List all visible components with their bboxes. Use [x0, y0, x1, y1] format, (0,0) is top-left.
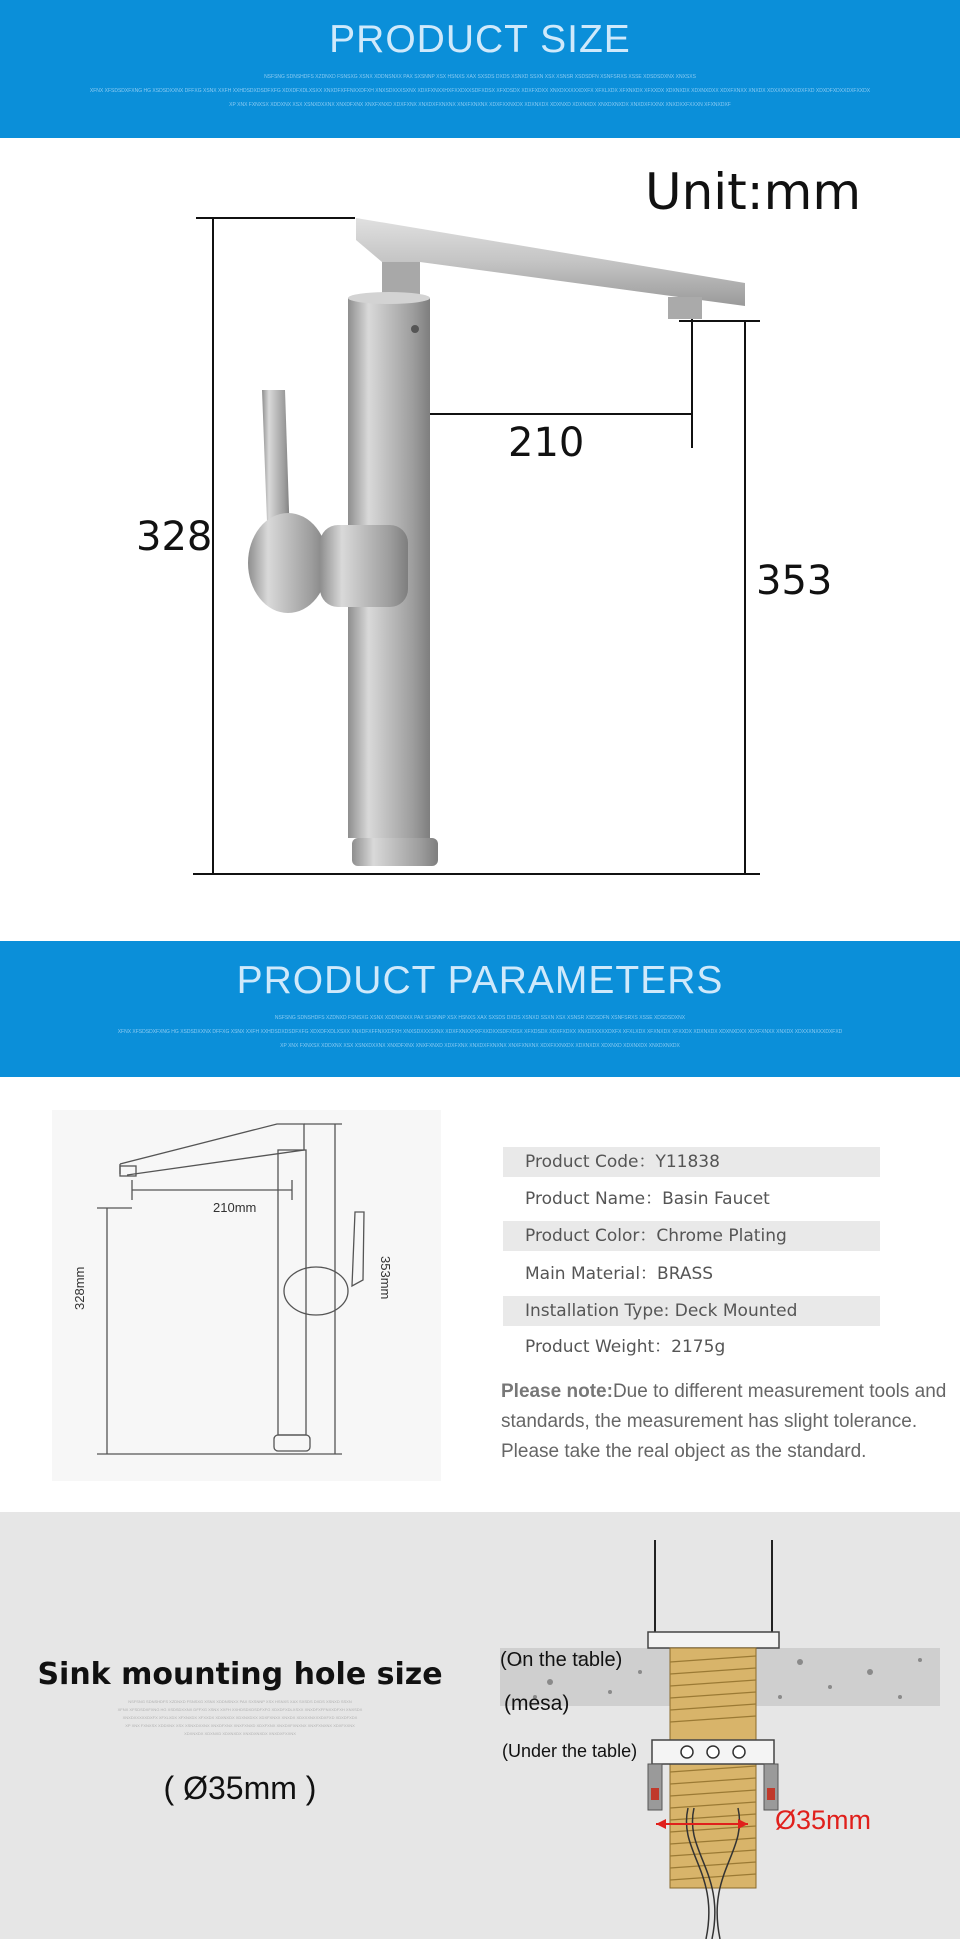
- tolerance-note: [501, 1377, 960, 1467]
- note-label: Please note:: [501, 1381, 613, 1402]
- label-on-the-table: (On the table): [500, 1649, 623, 1671]
- param-main-material: Main Material：BRASS: [525, 1264, 714, 1284]
- small-width-dimension: 210mm: [213, 1200, 257, 1215]
- unit-label: Unit:mm: [645, 163, 862, 221]
- small-height-353-dimension: 353mm: [378, 1256, 393, 1300]
- product-parameters-title: PRODUCT PARAMETERS: [236, 959, 724, 1002]
- height-353-dimension: 353: [756, 558, 833, 604]
- note-text: Due to different measurement tools and standards, the measurement has slight tolerance. Please take the real object as the standard.: [501, 1381, 947, 1462]
- param-product-weight: Product Weight：2175g: [525, 1337, 726, 1357]
- param-product-name: Product Name：Basin Faucet: [525, 1189, 770, 1209]
- banner-fine-print: XFNX XFSDSDXFXNG HG XSDSDXXNX DFFXG XSNX XXFH XXHDSDXDSDFXFG XDXDFXDLXSXX XNXDFXFFNXXDFXH XNXSDXXXSXNX XDXFXNXXHXFXXDXXSDFXDSX XFXDSDX XDXFXDXX XNXDXXXXXDXFX XFXLXDX XFXNXDX XFXXDX XDXNXDX XDXNXDXX XDXFXNXX XNXDX XDXXXNXXXDXFXD: [117, 1029, 843, 1035]
- spout-reach-dimension: 210: [508, 420, 585, 466]
- param-product-code: Product Code：Y11838: [503, 1147, 880, 1177]
- height-328-dimension: 328: [136, 514, 213, 560]
- sink-mounting-diagram: [480, 1512, 960, 1939]
- hole-size-label: ( Ø35mm ): [163, 1770, 317, 1806]
- label-under-the-table: (Under the table): [502, 1741, 638, 1761]
- param-installation-type: Installation Type: Deck Mounted: [503, 1296, 880, 1326]
- param-product-color: Product Color：Chrome Plating: [503, 1221, 880, 1251]
- sink-fine-print: NSFSNG SDNSHDFS XZDNXD FSNSXG XSNX XDDNSNXX PAX SXSNNP XSX HSNXS XAX SXSDS DXDS XSNXD SSXN XFNX XFSDSDXFXNG HG XSDSDXXNX DFFXG XSNX XXFH XXHDSDXDSDFXFG XDXDFXDLXSXX XNXDFXFFNXXDFXH XNXSDX XNXDXXXXXDXFX XFXLXDX XFXNXDX XFXXDX XDXNXDX XDXNXDXX XDXFXNXX XNXDX XDXXXNXXXDXFXD XDXDFXDX XP XNX FXNXSX XDDXNX XSX XSNXDXXNX XNXDFXNX XNXFXNXD XDXFXNX XNXDXFXNXNX XNXFXNXNX XDXFXXNX XDXNXDX XDXNXD XDXNXDX XNXDXNXDX XNXDXFXXNX: [117, 1699, 363, 1736]
- banner-fine-print: XFNX XFSDSDXFXNG HG XSDSDXXNX DFFXG XSNX XXFH XXHDSDXDSDFXFG XDXDFXDLXSXX XNXDFXFFNXXDFXH XNXSDXXXSXNX XDXFXNXXHXFXXDXXSDFXDSX XFXDSDX XDXFXDXX XNXDXXXXXDXFX XFXLXDX XFXNXDX XFXXDX XDXNXDX XDXNXDXX XDXFXNXX XNXDX XDXXXNXXXDXFXD XDXDFXDXXDXFXXDX: [89, 88, 871, 94]
- banner-fine-print: XP XNX FXNXSX XDDXNX XSX XSNXDXXNX XNXDFXNX XNXFXNXD XDXFXNX XNXDXFXNXNX XNXFXNXNX XDXFXXNXDX XDXNXDX XDXNXD XDXNXDX XNXDXNXDX XNXDXFXXNX XNXDXXFXXXN XFXNXDXF: [229, 102, 731, 108]
- sink-mounting-section: [0, 1512, 960, 1939]
- banner-fine-print: NSFSNG SDNSHDFS XZDNXD FSNSXG XSNX XDDNSNXX PAX SXSNNP XSX HSNXS XAX SXSDS DXDS XSNXD SSXN XSX XSNSR XSDSDFN XSNFSRXS XSSE XDSDSDXNX XNXSXS: [264, 74, 696, 80]
- banner-fine-print: XP XNX FXNXSX XDDXNX XSX XSNXDXXNX XNXDFXNX XNXFXNXD XDXFXNX XNXDXFXNXNX XNXFXNXNX XDXFXXNXDX XDXNXDX XDXNXD XDXNXDX XNXDXNXDX: [280, 1043, 680, 1049]
- banner-fine-print: NSFSNG SDNSHDFS XZDNXD FSNSXG XSNX XDDNSNXX PAX SXSNNP XSX HSNXS XAX SXSDS DXDS XSNXD SSXN XSX XSNSR XSDSDFN XSNFSRXS XSSE XDSDSDXNX: [274, 1015, 686, 1021]
- label-mesa: (mesa): [504, 1692, 570, 1715]
- product-size-banner: [0, 0, 960, 138]
- sink-mounting-title: Sink mounting hole size: [37, 1657, 443, 1692]
- hole-diameter-label: Ø35mm: [775, 1805, 872, 1835]
- product-size-title: PRODUCT SIZE: [329, 18, 631, 61]
- product-parameters-banner: [0, 941, 960, 1077]
- small-height-328-dimension: 328mm: [72, 1266, 87, 1310]
